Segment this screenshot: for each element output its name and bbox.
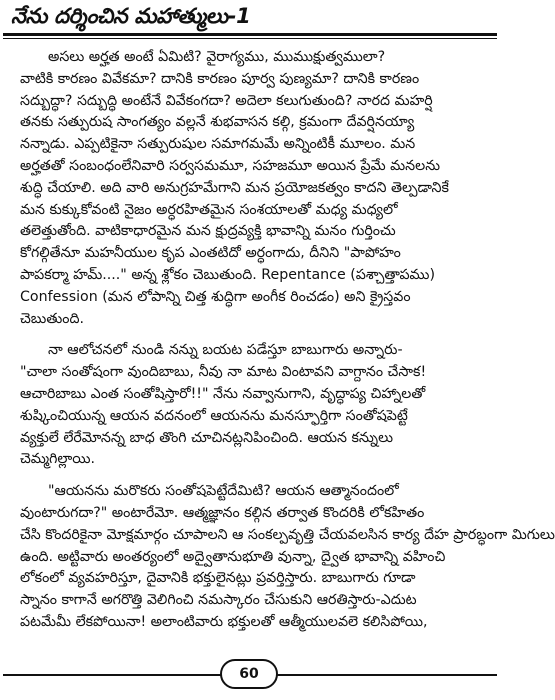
text-line: తనకు సత్పురుష సాంగత్యం వల్లనే శుభవాసన కల్గి, క్రమంగా దేవర్షినయ్యా [20,114,415,131]
text-line: "చాలా సంతోషంగా వుందిబాబు, నీవు నా మాట వింటావని వాగ్దానం చేసాక! [20,364,427,381]
page-footer [3,656,497,696]
text-line: ఉంది. అట్టివారు అంతర్యంలో అద్వైతానుభూతి వున్నా, ద్వైత భావాన్ని వహించి [20,548,446,565]
text-line: స్నానం కాగానే అగరొత్తి వెలిగించి నమస్కారం చేసుకుని ఆరతిస్తారు-ఎదుట [20,592,417,609]
text-line: శుష్కించియున్న ఆయన వదనంలో ఆయనను మనస్ఫూర్తిగా సంతోషపెట్టే [20,407,408,424]
body-text [20,47,555,634]
header-rule-thin [3,38,497,39]
text-line: సద్బుద్ధా? సద్బుద్ధి అంటేనే వివేకంగదా? అదెలా కలుగుతుంది? నారద మహర్షి [20,92,433,109]
text-line: చెమ్మగిల్లాయి. [20,451,96,468]
text-line: లోకంలో వ్యవహరిస్తూ, దైవానికి భక్తులైనట్లు ప్రవర్తిస్తారు. బాబుగారు గూడా [20,570,416,587]
text-line: Confession (మన లోపాన్ని చిత్త శుద్ధిగా అంగీక రించడం) అని క్రైస్తవం [20,288,411,305]
header-rule-thick [3,33,497,36]
paragraph-2 [20,340,480,471]
text-line: శుద్ధి చేయాలి. అది వారి అనుగ్రహమేగాని మన ప్రయోజకత్వం కాదని తెల్పడానికే [20,179,449,196]
text-line: వ్యక్తులే లేరేమోనన్న బాధ తొంగి చూచినట్లనిపించింది. ఆయన కన్నులు [20,429,394,446]
paragraph-gap [20,330,480,340]
page-number-badge [220,659,278,689]
text-line: పాపకర్మా హమ్...." అన్న శ్లోకం చెబుతుంది. Repentance (పశ్చాత్తాపము) [20,266,436,283]
text-line: చెబుతుంది. [20,310,84,327]
paragraph-3 [20,481,555,634]
text-line: పటమేమీ లేకపోయినా! అలాంటివారు భక్తులతో ఆత్మీయులవలె కలిసిపోయి, [20,613,428,630]
running-header [3,2,497,42]
text-line: నా ఆలోచనలో నుండి నన్ను బయట పడేస్తూ బాబుగారు అన్నారు- [48,342,403,359]
text-line: అసలు అర్హత అంటే ఏమిటి? వైరాగ్యము, ముముక్షుత్వములా? [48,49,386,65]
page-number: 60 [239,666,259,682]
text-line: చేసి కొందరికైనా మోక్షమార్గం చూపాలని ఆ సంకల్పవృత్తి చేయవలసిన కార్య దేహ ప్రారబ్ధంగా మిగులు [20,526,555,543]
text-line: "ఆయనను మరొకరు సంతోషపెట్టేదేమిటి? ఆయన ఆత్మానందంలో [48,483,399,500]
text-line: కోగల్గితేనూ మహనీయుల కృప ఎంతటిదో అర్ధంగాదు, దీనిని "పాపోహం [20,245,401,262]
text-line: వాటికి కారణం వివేకమా? దానికి కారణం పూర్వ పుణ్యమా? దానికి కారణం [20,70,420,87]
text-line: అర్హతతో సంబంధంలేనివారి సర్వసమమూ, సహజమూ అయిన ప్రేమే మనలను [20,157,441,174]
text-line: ఆచారిబాబు ఎంత సంతోషిస్తారో!!" నేను నవ్వానుగాని, వృద్ధాప్య చిహ్నాలతో [20,385,426,402]
paragraph-gap [20,471,480,481]
text-line: తలెత్తుతోంది. వాటికాధారమైన మన క్షుద్రవ్యక్తి భావాన్ని మనం గుర్తించు [20,223,396,240]
text-line: వుంటారుగదా?" అంటారేమో. ఆత్మజ్ఞానం కల్గిన తర్వాత కొందరికి లోకహితం [20,504,425,521]
text-line: నన్నాడు. ఎప్పటికైనా సత్పురుషుల సమాగమమే అన్నింటికీ మూలం. మన [20,136,416,153]
text-line: మన కుక్కుకోవంటి నైజం అర్ధరహితమైన సంశయాలతో మధ్య మధ్యలో [20,201,398,218]
paragraph-1 [20,47,480,330]
header-title: నేను దర్శించిన మహాత్ములు-1 [11,4,251,28]
